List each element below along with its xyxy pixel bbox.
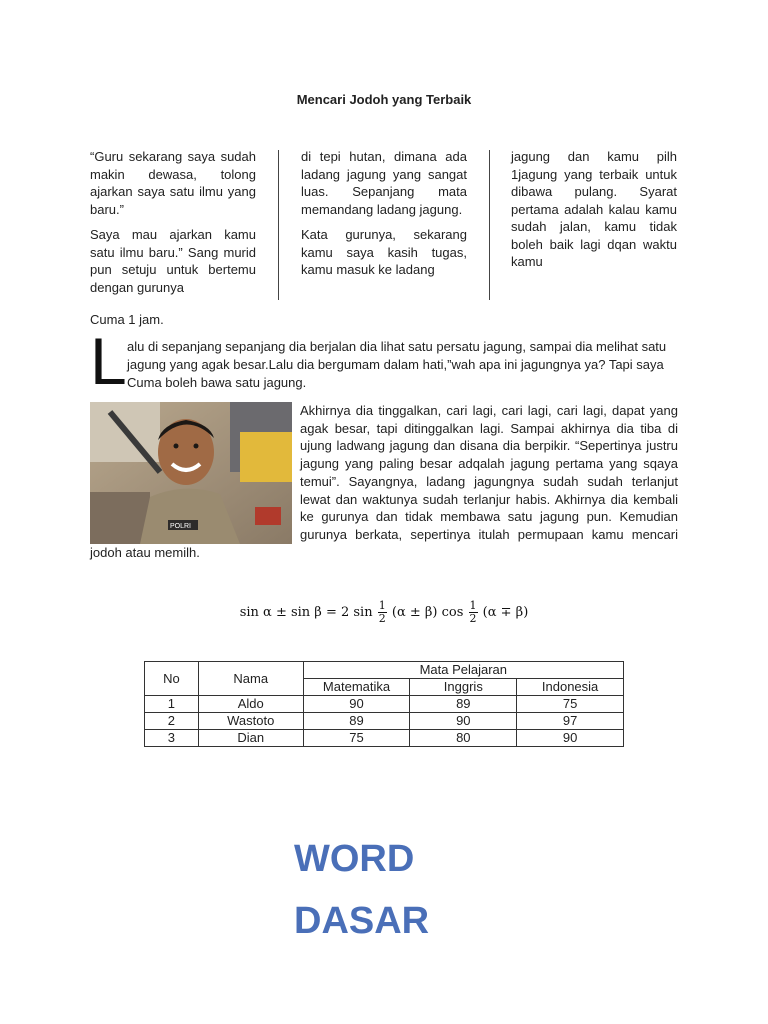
footer-word: WORD	[294, 838, 415, 880]
photo-badge-label: POLRI	[170, 523, 192, 530]
cell-value: 90	[410, 713, 517, 730]
header-indonesia: Indonesia	[517, 679, 624, 696]
formula-fraction	[469, 600, 478, 625]
column-3	[511, 148, 677, 279]
header-no: No	[145, 662, 199, 696]
cell-no: 3	[145, 730, 199, 747]
paragraph-3: Akhirnya dia tinggalkan, cari lagi, cari lagi, cari lagi, dapat yang agak besar, tapi ditinggalkan lagi. Sampai akhirnya dia tiba di ujung ladwang jagung dan disana dia berpikir. “Sepertinya justru jagung yang paling besar adqalah jagung pertama yang sqaya temui”. Sayangnya, ladang jagungnya sudah sudah terlanjut lewat dan waktunya sudah terlanjur habis. Akhirnya dia kembali ke gurunya dan tidak membawa satu jagung pun. Kemudian gurunya berkata, sepertinya itulah permupaan kamu mencari jodoh atau memilh.	[90, 403, 678, 560]
continuation-text: Cuma 1 jam.	[90, 312, 164, 327]
column-2	[301, 148, 467, 287]
header-inggris: Inggris	[410, 679, 517, 696]
column-1	[90, 148, 256, 304]
table-row	[145, 713, 624, 730]
page-title: Mencari Jodoh yang Terbaik	[296, 92, 472, 107]
cell-value: 89	[410, 696, 517, 713]
dropcap-letter: L	[90, 324, 127, 398]
paragraph-2: alu di sepanjang sepanjang dia berjalan dia lihat satu persatu jagung, sampai dia melihat satu jagung yang agak besar.Lalu dia bergumam dalam hati,”wah apa ini jagungnya ya? Tapi saya Cuma boleh bawa satu jagung.	[127, 339, 667, 390]
cell-value: 75	[517, 696, 624, 713]
column-2-paragraph-1: di tepi hutan, dimana ada ladang jagung yang sangat luas. Sepanjang mata memandang ladang jagung.	[301, 149, 467, 217]
cell-no: 2	[145, 713, 199, 730]
cell-value: 75	[303, 730, 410, 747]
math-formula	[0, 600, 768, 625]
header-mata-pelajaran: Mata Pelajaran	[303, 662, 623, 679]
cell-value: 97	[517, 713, 624, 730]
cell-value: 90	[303, 696, 410, 713]
fraction-denominator: 2	[469, 612, 477, 625]
column-separator	[489, 150, 490, 300]
column-1-paragraph-1: “Guru sekarang saya sudah makin dewasa, tolong ajarkan saya satu ilmu yang baru.”	[90, 149, 256, 217]
table-row	[145, 730, 624, 747]
cell-nama: Wastoto	[198, 713, 303, 730]
cell-nama: Dian	[198, 730, 303, 747]
cell-no: 1	[145, 696, 199, 713]
fraction-denominator: 2	[378, 612, 386, 625]
fraction-numerator: 1	[469, 599, 477, 612]
cell-value: 89	[303, 713, 410, 730]
grades-table	[144, 661, 624, 747]
cell-value: 80	[410, 730, 517, 747]
formula-right: (α ∓ β)	[482, 605, 529, 620]
cell-nama: Aldo	[198, 696, 303, 713]
fraction-numerator: 1	[378, 599, 386, 612]
text-columns	[90, 148, 678, 303]
footer-dasar: DASAR	[294, 900, 430, 942]
formula-middle: (α ± β) cos	[391, 605, 464, 620]
table-row	[145, 696, 624, 713]
photo-policeman	[90, 402, 292, 544]
formula-fraction	[378, 600, 387, 625]
header-nama: Nama	[198, 662, 303, 696]
header-matematika: Matematika	[303, 679, 410, 696]
column-1-paragraph-2: Saya mau ajarkan kamu satu ilmu baru.” Sang murid pun setuju untuk bertemu dengan gurunya	[90, 227, 256, 295]
column-2-paragraph-2: Kata gurunya, sekarang kamu saya kasih tugas, kamu masuk ke ladang	[301, 227, 467, 277]
column-3-paragraph-1: jagung dan kamu pilh 1jagung yang terbaik untuk dibawa pulang. Syarat pertama adalah kalau kamu sudah jalan, kamu tidak boleh baik lagi dqan waktu kamu	[511, 149, 677, 269]
cell-value: 90	[517, 730, 624, 747]
formula-left: sin α ± sin β = 2 sin	[239, 605, 373, 620]
column-separator	[278, 150, 279, 300]
